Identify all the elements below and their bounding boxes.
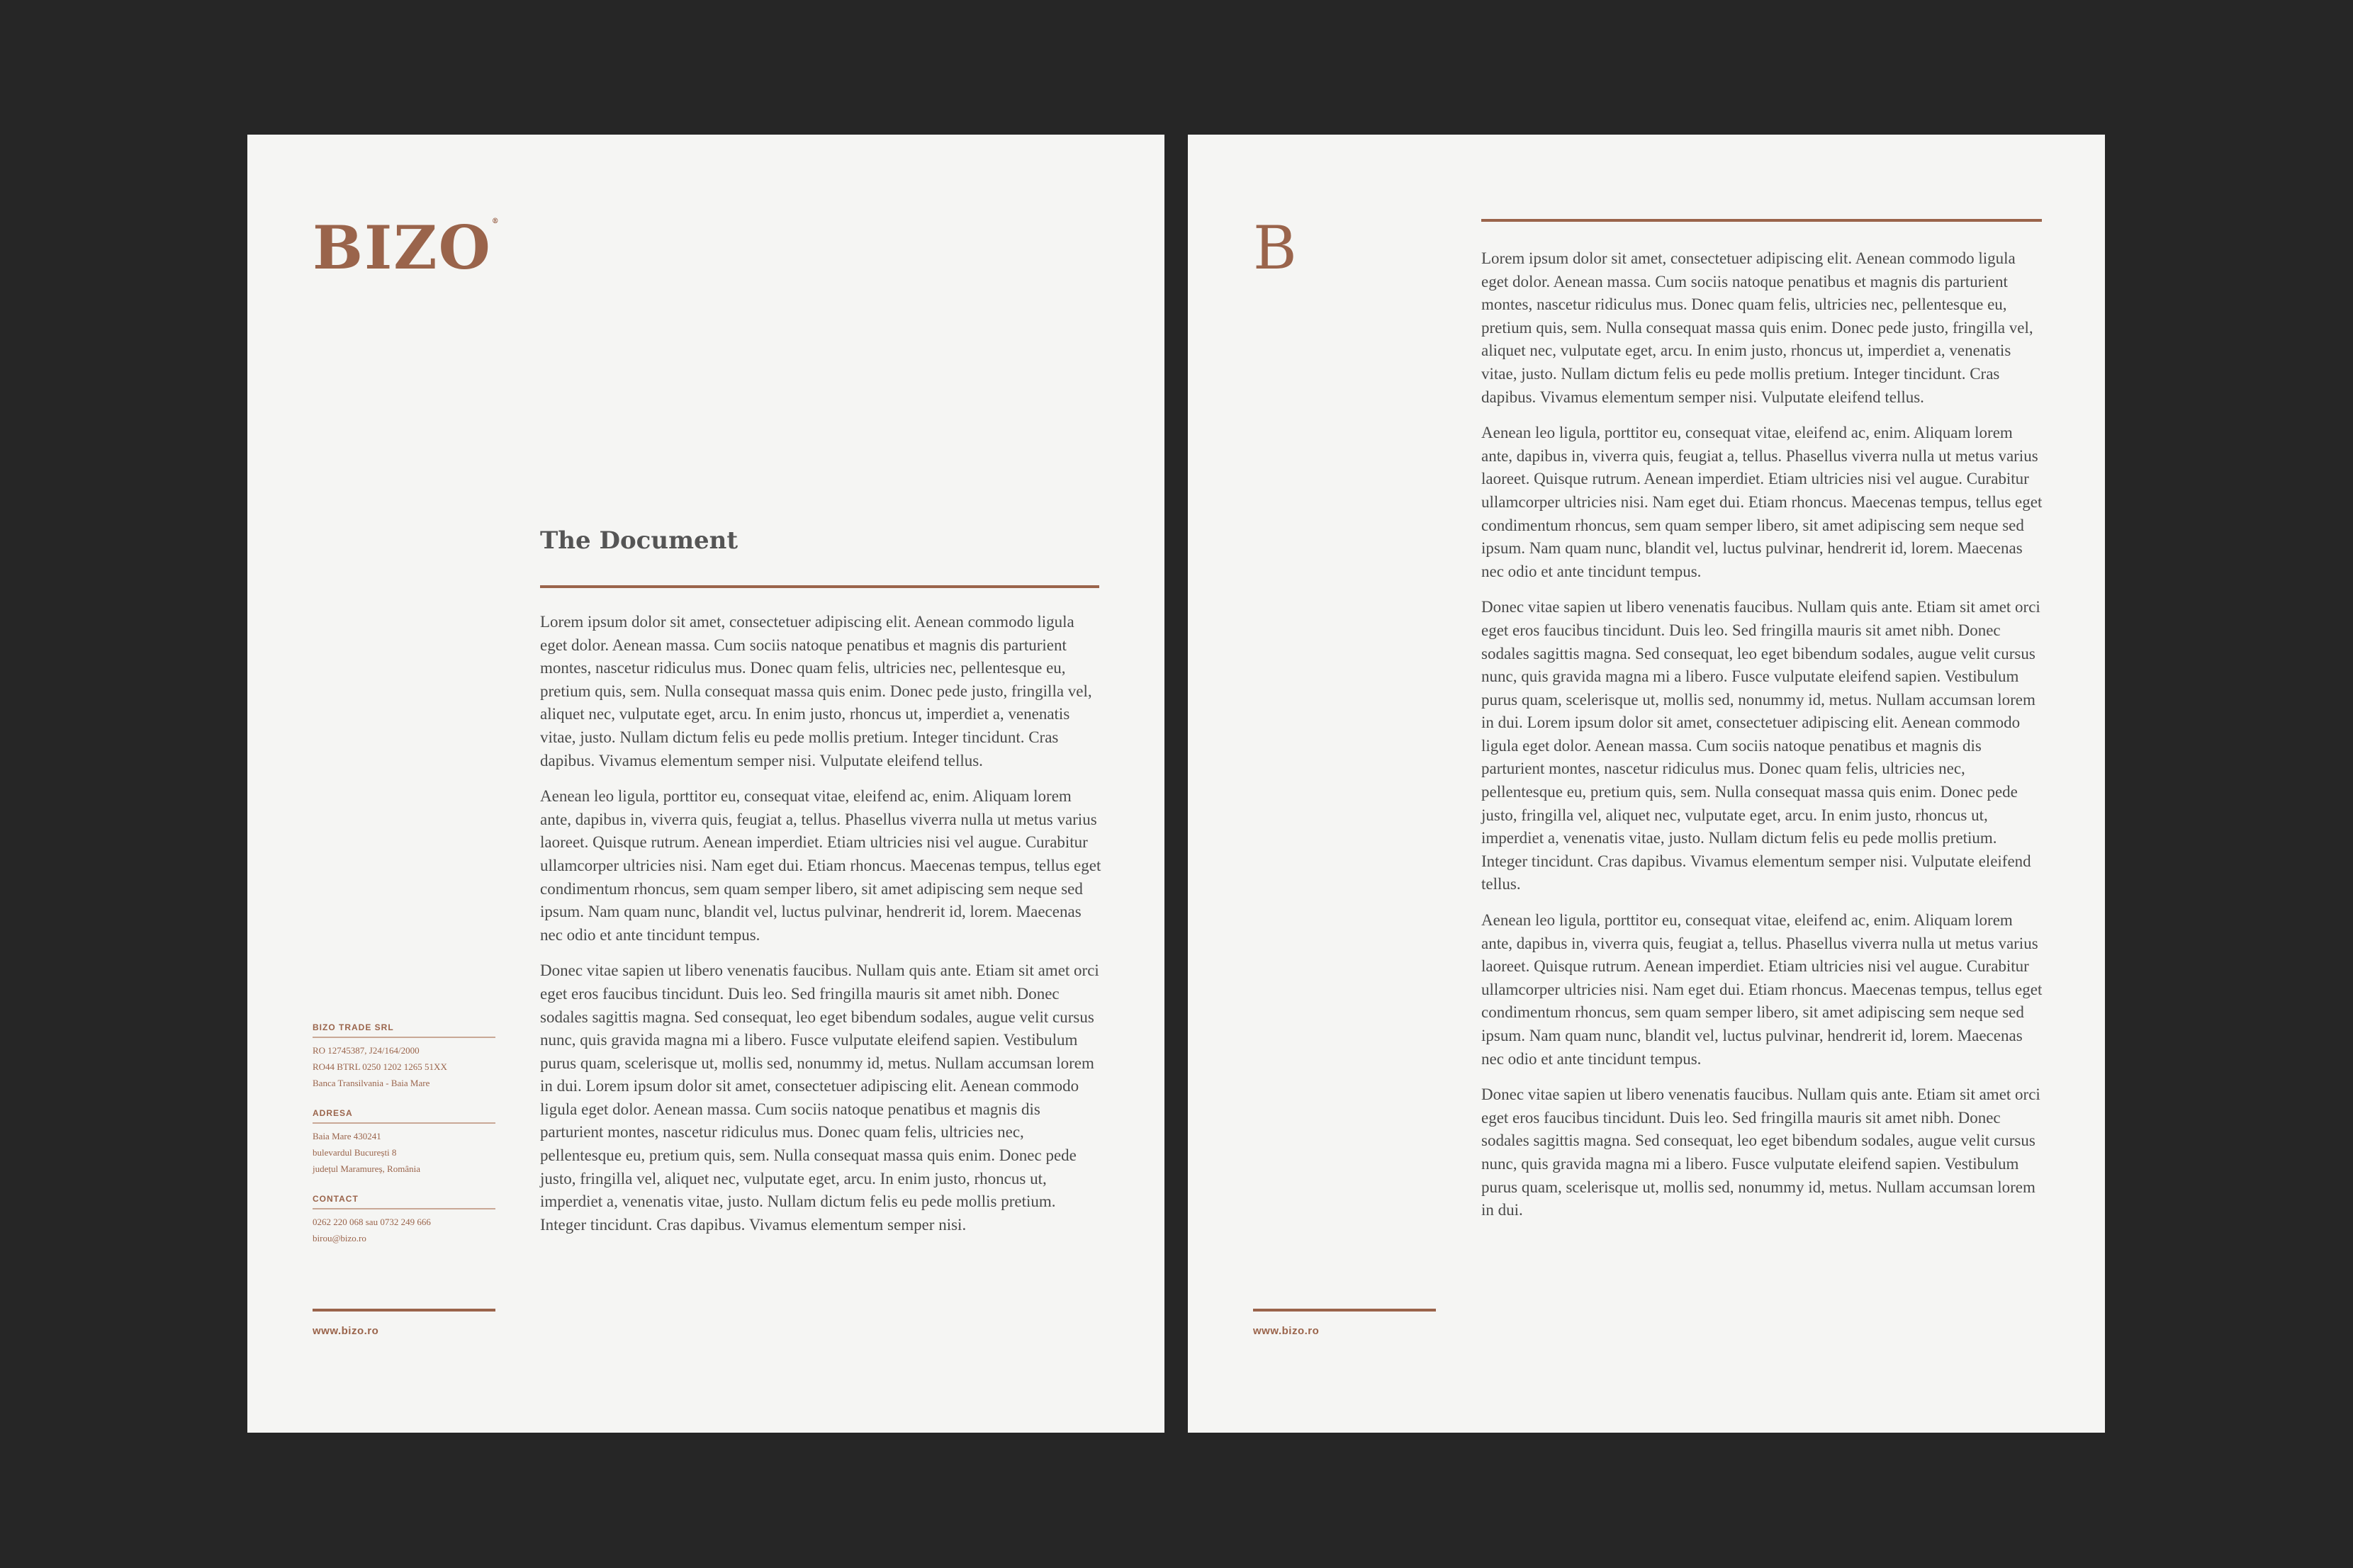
- bizo-logo-wordmark: [313, 213, 500, 283]
- body-paragraph: Aenean leo ligula, porttitor eu, consequat vitae, eleifend ac, enim. Aliquam lorem ante, dapibus in, viverra quis, feugiat a, tellus. Phasellus viverra nulla ut metus varius laoreet. Quisque rutrum. Aenean imperdiet. Etiam ultricies nisi vel augue. Curabitur ullamcorper ultricies nisi. Nam eget dui. Etiam rhoncus. Maecenas tempus, tellus eget condimentum rhoncus, sem quam semper libero, sit amet adipiscing sem neque sed ipsum. Nam quam nunc, blandit vel, luctus pulvinar, hendrerit id, lorem. Maecenas nec odio et ante tincidunt tempus.: [540, 787, 1101, 944]
- address-line: bulevardul București 8: [313, 1147, 397, 1158]
- body-paragraph: Lorem ipsum dolor sit amet, consectetuer adipiscing elit. Aenean commodo ligula eget dolor. Aenean massa. Cum sociis natoque penatibus et magnis dis parturient montes, nascetur ridiculus mus. Donec quam felis, ultricies nec, pellentesque eu, pretium quis, sem. Nulla consequat massa quis enim. Donec pede justo, fringilla vel, aliquet nec, vulputate eget, arcu. In enim justo, rhoncus ut, imperdiet a, venenatis vitae, justo. Nullam dictum felis eu pede mollis pretium. Integer tincidunt. Cras dapibus. Vivamus elementum semper nisi. Vulputate eleifend tellus.: [1481, 249, 2033, 406]
- body-paragraph: Donec vitae sapien ut libero venenatis faucibus. Nullam quis ante. Etiam sit amet orci eget eros faucibus tincidunt. Duis leo. Sed fringilla mauris sit amet nibh. Donec sodales sagittis magna. Sed consequat, leo eget bibendum sodales, augue velit cursus nunc, quis gravida magna mi a libero. Fusce vulputate eleifend sapien. Vestibulum purus quam, scelerisque ut, mollis sed, nonummy id, metus. Nullam accumsan lorem in dui.: [1481, 1085, 2040, 1219]
- address-line: Baia Mare 430241: [313, 1131, 381, 1141]
- contact-phone: 0262 220 068 sau 0732 249 666: [313, 1217, 431, 1227]
- registered-mark: ®: [491, 218, 500, 225]
- website-url: www.bizo.ro: [313, 1325, 379, 1337]
- bizo-monogram-logo: B: [1253, 213, 1297, 283]
- letterhead-page-2: [1188, 135, 2105, 1433]
- company-heading: BIZO TRADE SRL: [313, 1022, 495, 1038]
- body-paragraph: Donec vitae sapien ut libero venenatis faucibus. Nullam quis ante. Etiam sit amet orci eget eros faucibus tincidunt. Duis leo. Sed fringilla mauris sit amet nibh. Donec sodales sagittis magna. Sed consequat, leo eget bibendum sodales, augue velit cursus nunc, quis gravida magna mi a libero. Fusce vulputate eleifend sapien. Vestibulum purus quam, scelerisque ut, mollis sed, nonummy id, metus. Nullam accumsan lorem in dui. Lorem ipsum dolor sit amet, consectetuer adipiscing elit. Aenean commodo ligula eget dolor. Aenean massa. Cum sociis natoque penatibus et magnis dis parturient montes, nascetur ridiculus mus. Donec quam felis, ultricies nec, pellentesque eu, pretium quis, sem. Nulla consequat massa quis enim. Donec pede justo, fringilla vel, aliquet nec, vulputate eget, arcu. In enim justo, rhoncus ut, imperdiet a, venenatis vitae, justo. Nullam dictum felis eu pede mollis pretium. Integer tincidunt. Cras dapibus. Vivamus elementum semper nisi. Vulputate eleifend tellus.: [1481, 598, 2040, 893]
- page-1-body: [540, 611, 1101, 1249]
- address-heading: ADRESA: [313, 1108, 495, 1124]
- top-divider: [1481, 219, 2042, 222]
- page-2-body: [1481, 247, 2043, 1235]
- document-title: The Document: [540, 526, 739, 555]
- body-paragraph: Lorem ipsum dolor sit amet, consectetuer adipiscing elit. Aenean commodo ligula eget dolor. Aenean massa. Cum sociis natoque penatibus et magnis dis parturient montes, nascetur ridiculus mus. Donec quam felis, ultricies nec, pellentesque eu, pretium quis, sem. Nulla consequat massa quis enim. Donec pede justo, fringilla vel, aliquet nec, vulputate eget, arcu. In enim justo, rhoncus ut, imperdiet a, venenatis vitae, justo. Nullam dictum felis eu pede mollis pretium. Integer tincidunt. Cras dapibus. Vivamus elementum semper nisi. Vulputate eleifend tellus.: [540, 613, 1092, 769]
- company-block: [313, 1022, 495, 1091]
- footer-divider: [1253, 1309, 1436, 1312]
- company-line: RO 12745387, J24/164/2000: [313, 1045, 420, 1056]
- letterhead-page-1: [247, 135, 1164, 1433]
- contact-heading: CONTACT: [313, 1194, 495, 1209]
- body-paragraph: Aenean leo ligula, porttitor eu, consequat vitae, eleifend ac, enim. Aliquam lorem ante, dapibus in, viverra quis, feugiat a, tellus. Phasellus viverra nulla ut metus varius laoreet. Quisque rutrum. Aenean imperdiet. Etiam ultricies nisi vel augue. Curabitur ullamcorper ultricies nisi. Nam eget dui. Etiam rhoncus. Maecenas tempus, tellus eget condimentum rhoncus, sem quam semper libero, sit amet adipiscing sem neque sed ipsum. Nam quam nunc, blandit vel, luctus pulvinar, hendrerit id, lorem. Maecenas nec odio et ante tincidunt tempus.: [1481, 424, 2043, 580]
- logo-text: BIZO: [313, 213, 492, 283]
- address-block: [313, 1108, 495, 1177]
- contact-block: [313, 1194, 495, 1246]
- title-divider: [540, 585, 1099, 588]
- footer-divider: [313, 1309, 495, 1312]
- contact-email: birou@bizo.ro: [313, 1233, 366, 1243]
- company-line: Banca Transilvania - Baia Mare: [313, 1078, 430, 1088]
- body-paragraph: Aenean leo ligula, porttitor eu, consequat vitae, eleifend ac, enim. Aliquam lorem ante, dapibus in, viverra quis, feugiat a, tellus. Phasellus viverra nulla ut metus varius laoreet. Quisque rutrum. Aenean imperdiet. Etiam ultricies nisi vel augue. Curabitur ullamcorper ultricies nisi. Nam eget dui. Etiam rhoncus. Maecenas tempus, tellus eget condimentum rhoncus, sem quam semper libero, sit amet adipiscing sem neque sed ipsum. Nam quam nunc, blandit vel, luctus pulvinar, hendrerit id, lorem. Maecenas nec odio et ante tincidunt tempus.: [1481, 911, 2043, 1068]
- address-line: județul Maramureș, România: [313, 1163, 420, 1174]
- company-info-sidebar: [313, 1022, 495, 1263]
- website-url: www.bizo.ro: [1253, 1325, 1320, 1337]
- company-line: RO44 BTRL 0250 1202 1265 51XX: [313, 1061, 447, 1072]
- body-paragraph: Donec vitae sapien ut libero venenatis faucibus. Nullam quis ante. Etiam sit amet orci eget eros faucibus tincidunt. Duis leo. Sed fringilla mauris sit amet nibh. Donec sodales sagittis magna. Sed consequat, leo eget bibendum sodales, augue velit cursus nunc, quis gravida magna mi a libero. Fusce vulputate eleifend sapien. Vestibulum purus quam, scelerisque ut, mollis sed, nonummy id, metus. Nullam accumsan lorem in dui. Lorem ipsum dolor sit amet, consectetuer adipiscing elit. Aenean commodo ligula eget dolor. Aenean massa. Cum sociis natoque penatibus et magnis dis parturient montes, nascetur ridiculus mus. Donec quam felis, ultricies nec, pellentesque eu, pretium quis, sem. Nulla consequat massa quis enim. Donec pede justo, fringilla vel, aliquet nec, vulputate eget, arcu. In enim justo, rhoncus ut, imperdiet a, venenatis vitae, justo. Nullam dictum felis eu pede mollis pretium. Integer tincidunt. Cras dapibus. Vivamus elementum semper nisi.: [540, 961, 1099, 1234]
